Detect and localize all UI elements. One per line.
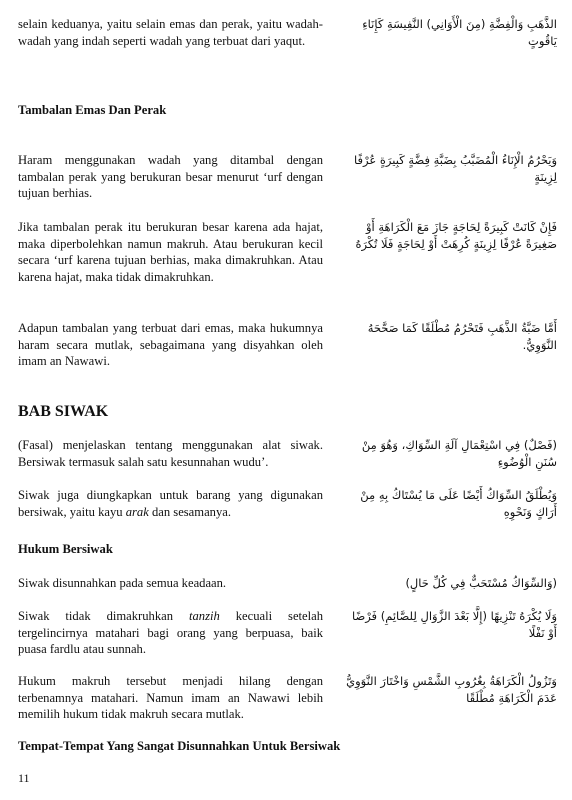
heading-tambalan: Tambalan Emas Dan Perak [18, 103, 167, 117]
paragraph-1-indonesian: selain keduanya, yaitu selain emas dan perak, yaitu wadah-wadah yang indah seperti wadah yang terbuat dari yaqut. [18, 17, 323, 48]
paragraph-8-arabic: وَلَا يُكْرَهُ تَنْزِيهًا (إِلَّا بَعْدَ الزَّوَالِ لِلصَّائِمِ) فَرْضًا أَوْ نَفْلًا [351, 609, 557, 640]
paragraph-8-emphasis: tanzih [188, 609, 220, 623]
paragraph-1-arabic: الذَّهَبِ وَالْفِضَّةِ (مِنَ الْأَوَانِي) النَّفِيسَةِ كَإِنَاءِ يَاقُوتٍ [362, 17, 557, 48]
paragraph-6-text-b: dan sesamanya. [148, 504, 231, 519]
paragraph-6-arabic: وَيُطْلَقُ السِّوَاكُ أَيْضًا عَلَى مَا يُسْتَاكُ بِهِ مِنْ أَرَاكٍ وَنَحْوِهِ [360, 488, 557, 519]
heading-bab-siwak: BAB SIWAK [18, 403, 109, 420]
paragraph-6-emphasis: arak [125, 504, 149, 519]
page-number: 11 [18, 771, 30, 785]
heading-tempat-bersiwak: Tempat-Tempat Yang Sangat Disunnahkan Untuk Bersiwak [18, 739, 341, 753]
paragraph-8-text-b: kecuali setelah tergelincirnya matahari bagi orang yang berpuasa, baik puasa fardlu atau sunnah. [18, 609, 324, 657]
paragraph-6-indonesian [18, 487, 323, 520]
paragraph-9-arabic: وَتَزُولُ الْكَرَاهَةُ بِغُرُوبِ الشَّمْسِ وَاخْتَارَ النَّوَوِيُّ عَدَمَ الْكَرَاهَةِ مُطْلَقًا [346, 674, 557, 705]
paragraph-5-indonesian: (Fasal) menjelaskan tentang menggunakan alat siwak. Bersiwak termasuk salah satu kesunnahan wudu’. [18, 438, 323, 469]
paragraph-8-indonesian [18, 608, 323, 658]
paragraph-4-indonesian: Adapun tambalan yang terbuat dari emas, maka hukumnya haram secara mutlak, sebagaimana yang disyahkan oleh imam an Nawawi. [18, 321, 323, 369]
paragraph-2-indonesian: Haram menggunakan wadah yang ditambal dengan tambalan perak yang berukuran besar menurut ‘urf dengan tujuan berhias. [18, 153, 323, 201]
paragraph-8-text-a: Siwak tidak dimakruhkan [18, 609, 189, 623]
paragraph-6-text-a: Siwak juga diungkapkan untuk barang yang digunakan bersiwak, yaitu kayu [18, 488, 323, 519]
paragraph-7-arabic: (وَالسِّوَاكُ مُسْتَحَبٌّ فِي كُلِّ حَالٍ) [405, 576, 557, 590]
paragraph-4-arabic: أَمَّا ضَبَّةُ الذَّهَبِ فَتَحْرُمُ مُطْلَقًا كَمَا صَحَّحَهُ النَّوَوِيُّ. [367, 321, 557, 352]
paragraph-9-indonesian: Hukum makruh tersebut menjadi hilang dengan terbenamnya matahari. Namun imam an Nawawi lebih memilih hukum tidak makruh secara mutlak. [18, 674, 323, 722]
heading-hukum-bersiwak: Hukum Bersiwak [18, 542, 113, 556]
paragraph-3-indonesian: Jika tambalan perak itu berukuran besar karena ada hajat, maka diperbolehkan namun makruh. Atau berukuran kecil secara ‘urf karena tujuan berhias, maka dimakruhkan. Atau karena hajat, maka tidak dimakruhkan. [18, 220, 323, 284]
paragraph-7-indonesian: Siwak disunnahkan pada semua keadaan. [18, 576, 227, 590]
paragraph-2-arabic: وَيَحْرُمُ الْإِنَاءُ الْمُضَبَّبُ بِضَبَّةِ فِضَّةٍ كَبِيرَةٍ عُرْفًا لِزِينَةٍ [354, 153, 557, 184]
paragraph-3-arabic: فَإِنْ كَانَتْ كَبِيرَةً لِحَاجَةٍ جَازَ مَعَ الْكَرَاهَةِ أَوْ صَغِيرَةً عُرْفًا لِزِينَةٍ كُرِهَتْ أَوْ لِحَاجَةٍ فَلَا تُكْرَهُ [355, 220, 557, 251]
paragraph-5-arabic: (فَصْلٌ) فِي اسْتِعْمَالِ آلَةِ السِّوَاكِ، وَهُوَ مِنْ سُنَنِ الْوُضُوءِ [361, 438, 557, 469]
